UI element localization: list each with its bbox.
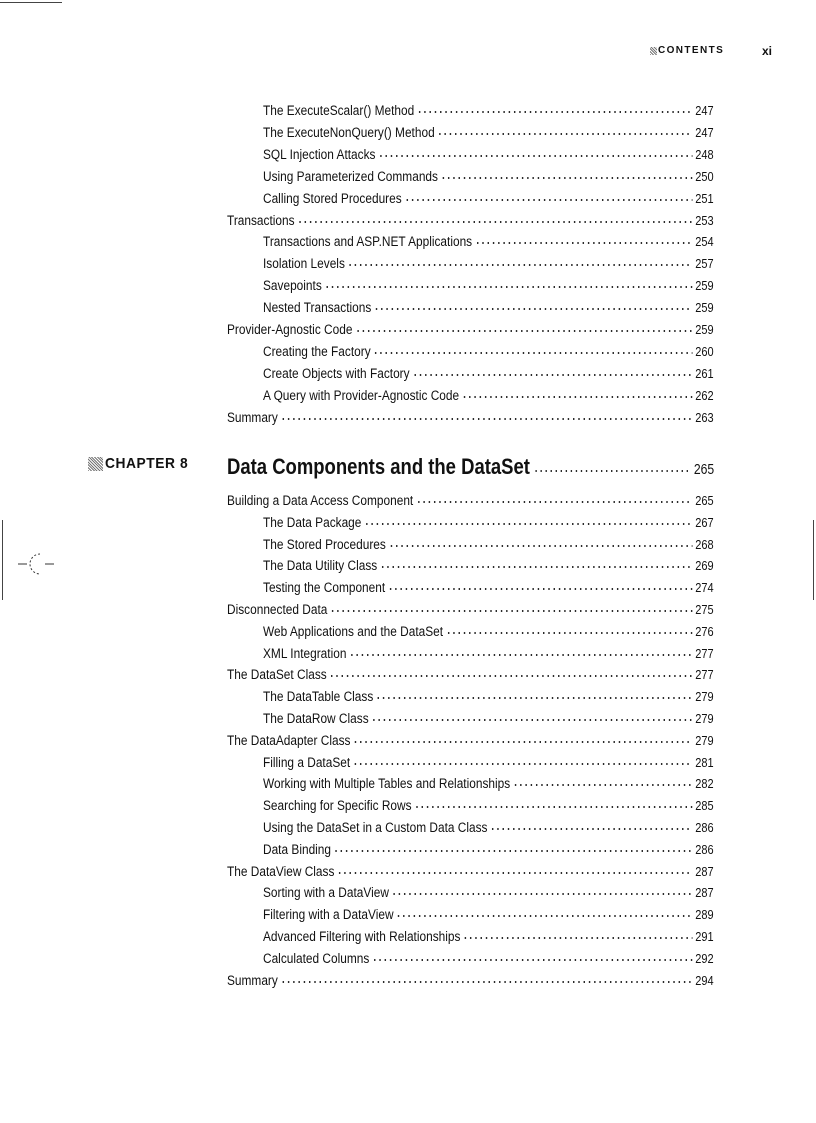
toc-entry-page-number: 286: [695, 842, 714, 857]
toc-entry-label: The Stored Procedures: [263, 536, 386, 552]
toc-entry-label: Advanced Filtering with Relationships: [263, 929, 461, 944]
dot-leader: [348, 250, 693, 268]
toc-entry-label: Nested Transactions: [263, 300, 372, 316]
toc-entry-page-number: 267: [695, 515, 714, 530]
toc-entry-label: The DataSet Class: [227, 667, 327, 683]
dot-leader: [329, 661, 692, 679]
dot-leader: [416, 487, 693, 505]
toc-entry-page-number: 268: [695, 537, 714, 552]
dot-leader: [364, 509, 693, 527]
dot-leader: [388, 574, 693, 592]
dot-leader: [334, 836, 693, 854]
toc-entry-page-number: 254: [695, 235, 714, 250]
toc-entry-label: A Query with Provider-Agnostic Code: [263, 387, 460, 403]
toc-entry-label: Disconnected Data: [227, 602, 328, 617]
toc-entry[interactable]: [227, 967, 714, 988]
toc-entry-page-number: 287: [695, 864, 714, 879]
toc-entry[interactable]: [263, 163, 714, 184]
toc-entry-label: Summary: [227, 972, 278, 988]
toc-entry[interactable]: [263, 185, 714, 206]
toc-entry[interactable]: [263, 640, 714, 661]
toc-entry[interactable]: [263, 945, 714, 966]
toc-entry[interactable]: [263, 509, 714, 530]
toc-entry-label: Working with Multiple Tables and Relationships: [263, 776, 511, 792]
toc-entry[interactable]: [263, 119, 714, 140]
toc-entry-label: Searching for Specific Rows: [263, 798, 412, 814]
toc-entry-page-number: 285: [695, 799, 714, 814]
dot-leader: [412, 360, 692, 378]
chapter-label: CHAPTER 8: [105, 455, 189, 472]
toc-entry[interactable]: [263, 574, 714, 596]
page-edge-right: [813, 520, 814, 600]
dot-leader: [330, 596, 693, 614]
toc-entry-label: Filling a DataSet: [263, 754, 351, 770]
running-head-label: CONTENTS: [658, 45, 725, 56]
dot-leader: [374, 294, 693, 312]
toc-entry-page-number: 250: [695, 169, 714, 184]
chapter-page-number: 265: [693, 462, 715, 478]
toc-entry-page-number: 279: [695, 733, 714, 748]
toc-entry[interactable]: [263, 97, 714, 118]
toc-entry-label: Transactions: [227, 212, 295, 228]
toc-entry[interactable]: [227, 596, 714, 617]
toc-entry[interactable]: [263, 141, 714, 162]
toc-entry-page-number: 291: [695, 930, 714, 944]
toc-entry-page-number: 261: [695, 366, 714, 381]
toc-entry[interactable]: [227, 727, 714, 748]
dot-leader: [280, 967, 692, 985]
toc-entry[interactable]: [263, 272, 714, 294]
dot-leader: [380, 552, 693, 570]
toc-entry[interactable]: [263, 360, 714, 381]
dot-leader: [513, 770, 693, 788]
dot-leader: [373, 338, 692, 356]
toc-entry-label: Summary: [227, 409, 278, 425]
crop-mark-top: [0, 2, 62, 3]
dot-leader: [475, 228, 693, 246]
toc-entry-page-number: 247: [695, 104, 714, 118]
toc-entry[interactable]: [227, 316, 714, 337]
dot-leader: [349, 640, 692, 658]
dot-leader: [462, 382, 693, 400]
toc-entry-label: Calculated Columns: [263, 950, 370, 966]
dot-leader: [490, 814, 692, 832]
toc-entry[interactable]: [263, 792, 714, 814]
chapter-title-row[interactable]: [227, 450, 714, 480]
toc-entry-page-number: 289: [695, 908, 714, 923]
toc-entry-label: Building a Data Access Component: [227, 493, 414, 508]
toc-entry-page-number: 286: [695, 821, 714, 835]
toc-entry[interactable]: [263, 294, 714, 316]
toc-entry-page-number: 257: [695, 257, 714, 272]
toc-entry-label: The Data Utility Class: [263, 558, 378, 574]
toc-entry[interactable]: [227, 404, 714, 425]
chapter-title: Data Components and the DataSet: [227, 454, 530, 479]
toc-entry-page-number: 259: [695, 301, 714, 316]
toc-entry-page-number: 262: [695, 388, 714, 403]
toc-entry[interactable]: [263, 683, 714, 705]
toc-entry-page-number: 248: [695, 147, 714, 162]
dot-leader: [414, 792, 692, 810]
toc-entry-label: Calling Stored Procedures: [263, 190, 402, 206]
toc-entry-page-number: 260: [695, 344, 714, 359]
toc-entry-label: The DataAdapter Class: [227, 732, 351, 748]
dot-leader: [404, 185, 692, 203]
toc-entry[interactable]: [263, 901, 714, 923]
toc-entry-page-number: 282: [695, 777, 714, 792]
toc-entry-label: Testing the Component: [263, 580, 386, 596]
toc-entry-label: Web Applications and the DataSet: [263, 623, 444, 639]
running-head: [0, 44, 816, 60]
toc-entry-label: Creating the Factory: [263, 343, 371, 359]
toc-entry-page-number: 265: [695, 494, 714, 508]
section-marker-icon: [650, 47, 657, 55]
toc-entry-page-number: 247: [695, 125, 714, 140]
dot-leader: [396, 901, 692, 919]
chapter-heading: [0, 450, 816, 480]
toc-entry-page-number: 277: [695, 668, 714, 683]
toc-entry[interactable]: [263, 382, 714, 403]
page-edge-left: [2, 520, 3, 600]
toc-entry-page-number: 263: [695, 410, 714, 425]
toc-entry-page-number: 269: [695, 559, 714, 574]
toc-entry-label: The DataView Class: [227, 863, 335, 879]
dot-leader: [372, 945, 693, 963]
toc-entry-label: Savepoints: [263, 278, 322, 294]
toc-entry-page-number: 292: [695, 951, 714, 966]
toc-entry-label: The DataTable Class: [263, 689, 374, 705]
registration-mark-icon: [18, 548, 54, 580]
toc-entry[interactable]: [263, 814, 714, 835]
toc-entry[interactable]: [263, 770, 714, 792]
dot-leader: [463, 923, 692, 941]
toc-entry-page-number: 294: [695, 973, 714, 988]
toc-entry-label: The DataRow Class: [263, 711, 369, 726]
dot-leader: [297, 207, 692, 225]
dot-leader: [388, 531, 692, 549]
toc-entry-label: XML Integration: [263, 645, 347, 661]
dot-leader: [446, 618, 693, 636]
toc-entry-page-number: 259: [695, 279, 714, 294]
toc-entry-label: Filtering with a DataView: [263, 907, 394, 923]
toc-entry-page-number: 259: [695, 323, 714, 337]
toc-entry-page-number: 274: [695, 581, 714, 596]
toc-entry-page-number: 251: [695, 191, 714, 206]
dot-leader: [353, 727, 693, 745]
toc-entry-label: The Data Package: [263, 514, 362, 530]
toc-entry-label: Transactions and ASP.NET Applications: [263, 234, 473, 250]
toc-entry-label: Using the DataSet in a Custom Data Class: [263, 820, 488, 835]
dot-leader: [392, 879, 693, 897]
toc-entry[interactable]: [263, 552, 714, 574]
toc-entry-label: SQL Injection Attacks: [263, 146, 376, 162]
toc-entry[interactable]: [263, 531, 714, 552]
toc-entry-page-number: 275: [695, 603, 714, 617]
toc-entry[interactable]: [263, 836, 714, 857]
toc-entry-page-number: 279: [695, 712, 714, 726]
toc-entry-label: Create Objects with Factory: [263, 365, 410, 381]
toc-entry-label: Using Parameterized Commands: [263, 168, 438, 184]
dot-leader: [337, 858, 693, 876]
toc-entry[interactable]: [227, 487, 714, 508]
toc-entry[interactable]: [263, 749, 714, 770]
toc-entry-label: Isolation Levels: [263, 256, 345, 272]
toc-entry[interactable]: [227, 661, 714, 683]
dot-leader: [376, 683, 693, 701]
dot-leader: [441, 163, 693, 181]
toc-entry-page-number: 276: [695, 624, 714, 639]
dot-leader: [437, 119, 692, 137]
toc-entry[interactable]: [263, 228, 714, 250]
toc-entry[interactable]: [263, 250, 714, 272]
dot-leader: [371, 705, 692, 723]
running-head-page-number: xi: [762, 44, 773, 58]
toc-entry[interactable]: [227, 858, 714, 879]
toc-entry-page-number: 281: [695, 755, 714, 770]
toc-entry-page-number: 287: [695, 886, 714, 901]
toc-entry-label: The ExecuteScalar() Method: [263, 103, 415, 118]
dot-leader: [355, 316, 693, 334]
toc-entry-label: Data Binding: [263, 841, 332, 857]
toc-entry-page-number: 277: [695, 646, 714, 661]
dot-leader: [378, 141, 692, 159]
dot-leader: [280, 404, 692, 422]
toc-entry[interactable]: [263, 338, 714, 359]
toc-entry-label: The ExecuteNonQuery() Method: [263, 124, 435, 140]
toc-entry-page-number: 279: [695, 690, 714, 705]
toc-entry-label: Provider-Agnostic Code: [227, 322, 353, 337]
toc-entry[interactable]: [263, 618, 714, 639]
chapter-marker-icon: [88, 457, 103, 471]
toc-entry-label: Sorting with a DataView: [263, 885, 389, 901]
toc-entry-page-number: 253: [695, 213, 714, 228]
dot-leader: [324, 272, 692, 290]
toc-entry[interactable]: [227, 207, 714, 228]
toc-entry[interactable]: [263, 879, 714, 901]
dot-leader: [533, 450, 690, 474]
toc-entry[interactable]: [263, 923, 714, 944]
toc-entry[interactable]: [263, 705, 714, 726]
dot-leader: [417, 97, 693, 115]
dot-leader: [353, 749, 693, 767]
